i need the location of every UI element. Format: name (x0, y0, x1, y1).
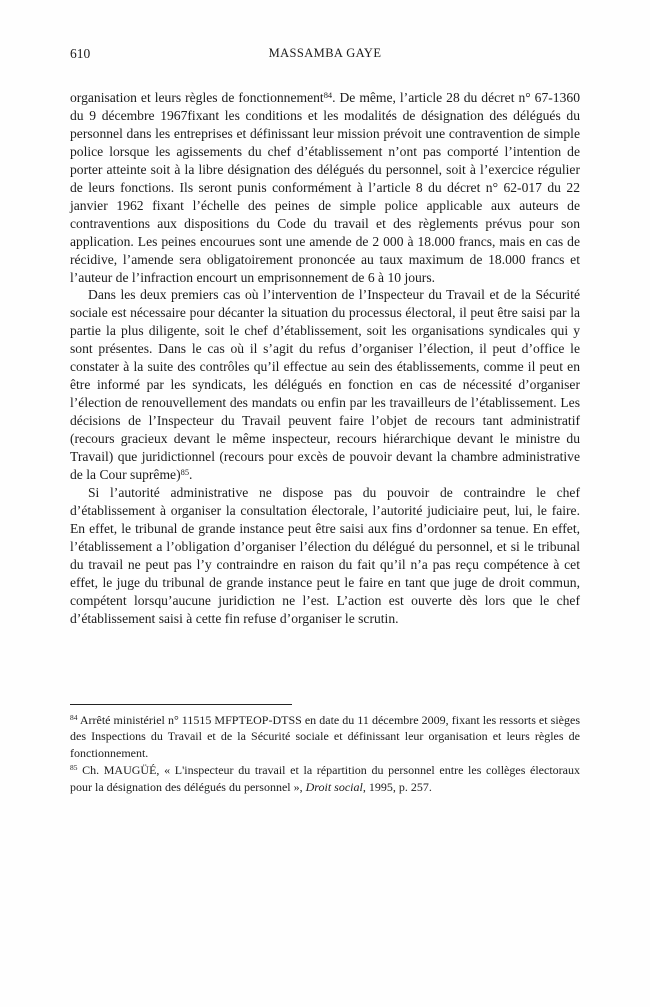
footnotes-list (70, 712, 580, 796)
italic-text: Droit social (305, 779, 363, 794)
footnote-reference: 84 (70, 712, 78, 722)
running-title: MASSAMBA GAYE (268, 46, 382, 60)
body-paragraph: Si l’autorité administrative ne dispose pas du pouvoir de contraindre le chef d’établissement à organiser la consultation électorale, l’autorité judiciaire peut, lui, le faire. En effet, le tribunal de grande instance peut être saisi aux fins d’ordonner sa tenue. En effet, l’établissement a l’obligation d’organiser l’élection du délégué du personnel, et si le tribunal du travail ne peut pas l’y contraindre en raison du fait qu’il n’a pas reçu compétence à cet effet, le juge du tribunal de grande instance peut le faire en tant que juge de droit commun, compétent lorsqu’aucune juridiction ne l’est. L’action est ouverte dès lors que le chef d’établissement saisi à cette fin refuse d’organiser le scrutin. (70, 484, 580, 626)
footnote-item: $^{85}$ Ch. MAUGÜÉ, « L'inspecteur du travail et la répartition du personnel entre les collèges électoraux pour la désignation des délégués du personnel », Droit social, 1995, p. 257. (70, 762, 580, 794)
footnote-separator-rule (70, 704, 292, 705)
footnotes-section (70, 704, 580, 796)
footnote-reference: 85 (70, 763, 78, 773)
body-paragraph: Dans les deux premiers cas où l’intervention de l’Inspecteur du Travail et de la Sécurité sociale est nécessaire pour décanter la situation du processus électoral, il peut être saisi par la partie la plus diligente, soit le chef d’établissement, soit les organisations syndicales qui y sont présentes. Dans le cas où il s’agit du refus d’organiser l’élection, il peut d’office le constater à la suite des contrôles qu’il effectue au sein des établissements, comme il peut en être informé par les syndicats, les délégués en fonction en cas de nécessité d’organiser l’élection de renouvellement des mandats ou enfin par les travailleurs de l’établissement. Les décisions de l’Inspecteur du Travail peuvent faire l’objet de recours tant administratif (recours gracieux devant le même inspecteur, recours hiérarchique devant le ministre du Travail) que juridictionnel (recours pour excès de pouvoir devant la chambre administrative de la Cour suprême)$^{85}$. (70, 287, 580, 483)
footnote-item: $^{84}$ Arrêté ministériel n° 11515 MFPTEOP-DTSS en date du 11 décembre 2009, fixant les ressorts et sièges des Inspections du Travail et de la Sécurité sociale et définissant leur organisation et leurs règles de fonctionnement. (70, 712, 580, 761)
body-paragraph: organisation et leurs règles de fonctionnement$^{84}$. De même, l’article 28 du décret n° 67-1360 du 9 décembre 1967fixant les conditions et les modalités de désignation des délégués du personnel dans les entreprises et définissant leur mission prévoit une contravention de simple police lorsque les agissements du chef d’établissement n’ont pas comporté l’intention de porter atteinte soit à la libre désignation des délégués du personnel, soit à l’exercice régulier de leurs fonctions. Ils seront punis conformément à l’article 8 du décret n° 62-017 du 22 janvier 1962 fixant l’échelle des peines de simple police applicable aux auteurs de contraventions aux dispositions du Code du travail et des règlements prévus pour son application. Les peines encourues sont une amende de 2 000 à 18.000 francs, mais en cas de récidive, l’amende sera obligatoirement prononcée au taux maximum de 18.000 francs et l’auteur de l’infraction encourt un emprisonnement de 6 à 10 jours. (70, 89, 580, 285)
page-header (70, 46, 580, 63)
footnote-reference: 84 (323, 89, 333, 100)
body-text (70, 89, 580, 628)
footnote-reference: 85 (180, 466, 190, 477)
page-number: 610 (70, 46, 91, 61)
